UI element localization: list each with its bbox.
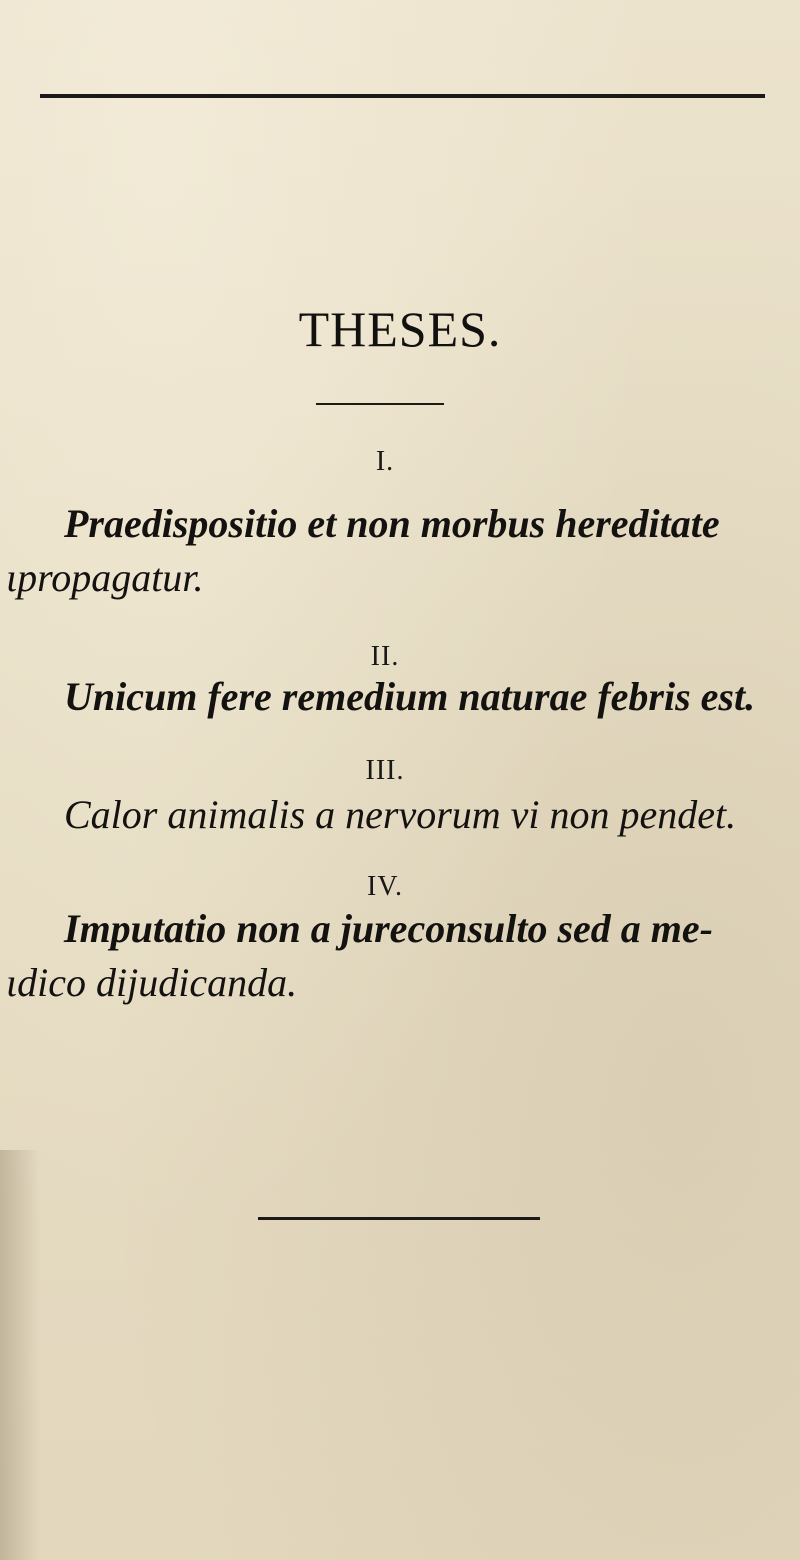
page-edge-shadow <box>0 1150 40 1560</box>
page-title: THESES. <box>298 301 502 357</box>
top-rule <box>40 94 765 98</box>
thesis-2-line-1: Unicum fere remedium naturae febris est. <box>64 674 756 719</box>
thesis-1-line-2: ιpropagatur. <box>6 555 204 600</box>
bottom-rule <box>258 1217 540 1220</box>
thesis-1-line-1: Praedispositio et non morbus hereditate <box>64 501 720 546</box>
thesis-3-line-1: Calor animalis a nervorum vi non pendet. <box>64 792 737 837</box>
thesis-4-line-1: Imputatio non a jureconsulto sed a me- <box>64 906 713 951</box>
thesis-4-line-2: ιdico dijudicanda. <box>6 960 298 1005</box>
thesis-4-numeral: IV. <box>367 871 403 902</box>
thesis-1-numeral: I. <box>375 446 395 477</box>
thesis-2-numeral: II. <box>370 641 400 672</box>
title-underline-rule <box>316 403 444 405</box>
thesis-3-numeral: III. <box>365 755 405 786</box>
